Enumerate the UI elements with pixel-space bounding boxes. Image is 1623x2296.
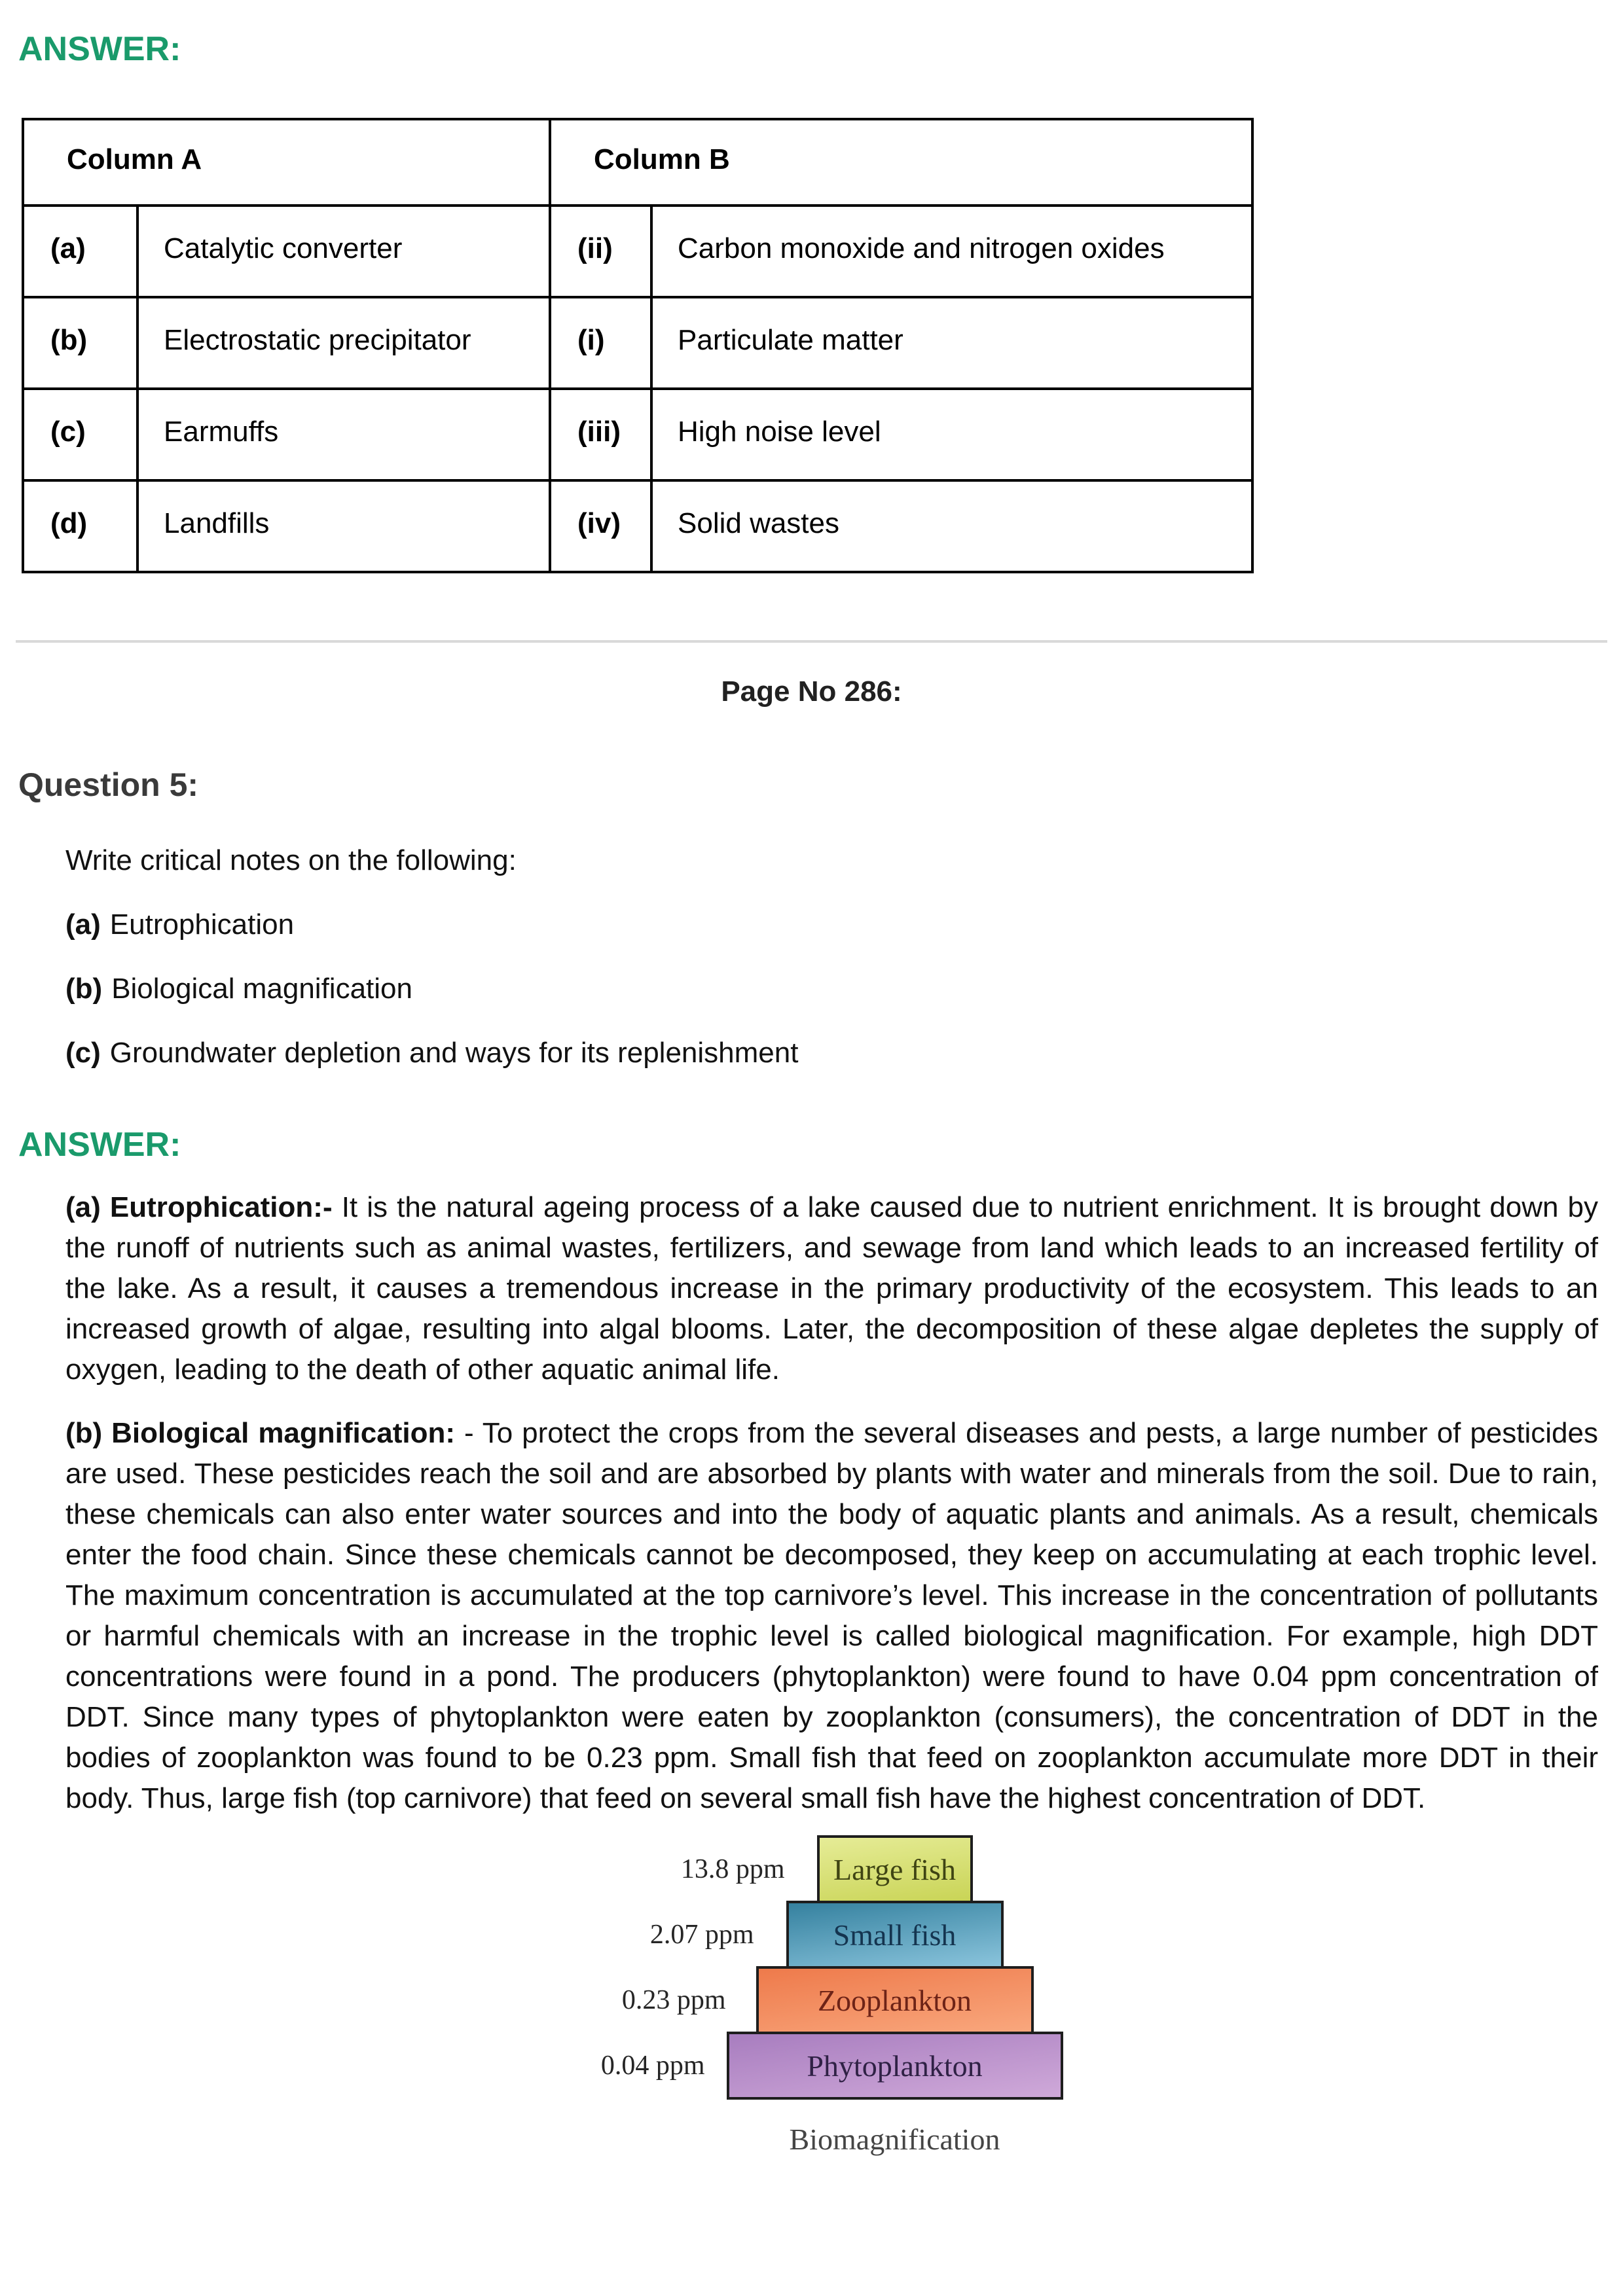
row-b-letter: (b) [23,297,137,389]
row-d-roman: (iv) [550,480,651,572]
row-d-letter: (d) [23,480,137,572]
item-marker: (a) [65,908,101,941]
pyramid-caption: Biomagnification [789,2123,1000,2156]
row-b-roman: (i) [550,297,651,389]
item-marker: (c) [65,1037,101,1069]
question-item-b [65,973,1623,1005]
row-a-device: Catalytic converter [137,206,550,297]
answer-paragraph-eutrophication [65,1187,1598,1390]
row-b-device: Electrostatic precipitator [137,297,550,389]
pyramid-box-small-fish: Small fish [786,1901,1004,1969]
ppm-label: 0.04 ppm [600,2051,705,2081]
table-row [23,389,1252,480]
question-heading: Question 5: [18,766,199,803]
question-intro: Write critical notes on the following: [65,844,517,876]
table-header-column-b: Column B [550,119,1252,206]
table-row [23,480,1252,572]
item-text: Eutrophication [109,908,295,941]
row-a-letter: (a) [23,206,137,297]
row-a-roman: (ii) [550,206,651,297]
pyramid-level-large-fish [680,1835,1063,1903]
row-b-match: Particulate matter [651,297,1252,389]
row-c-roman: (iii) [550,389,651,480]
paragraph-lead: (a) Eutrophication:- [65,1191,333,1223]
row-d-device: Landfills [137,480,550,572]
page-number-heading: Page No 286: [721,675,902,708]
paragraph-lead: (b) Biological magnification: [65,1417,455,1449]
row-c-device: Earmuffs [137,389,550,480]
answer-heading-1: ANSWER: [18,30,181,68]
biomagnification-pyramid [600,1835,1063,2157]
table-header-column-a: Column A [23,119,550,206]
row-d-match: Solid wastes [651,480,1252,572]
item-text: Biological magnification [111,973,412,1005]
row-a-match: Carbon monoxide and nitrogen oxides [651,206,1252,297]
pyramid-box-large-fish: Large fish [817,1835,973,1903]
item-text: Groundwater depletion and ways for its replenishment [109,1037,799,1069]
paragraph-body: It is the natural ageing process of a lake caused due to nutrient enrichment. It is brought down by the runoff of nutrients such as animal wastes, fertilizers, and sewage from land which leads to an increased fertility of the lake. As a result, it causes a tremendous increase in the primary productivity of the ecosystem. This leads to an increased growth of algae, resulting into algal blooms. Later, the decomposition of these algae depletes the supply of oxygen, leading to the death of other aquatic animal life. [65,1191,1599,1386]
pyramid-level-small-fish [649,1901,1063,1969]
table-row [23,206,1252,297]
answer-paragraph-biological-magnification [65,1413,1598,1819]
ppm-label: 0.23 ppm [621,1985,726,2015]
row-c-letter: (c) [23,389,137,480]
table-header-row [23,119,1252,206]
ppm-label: 2.07 ppm [649,1920,754,1950]
table-row [23,297,1252,389]
question-item-a [65,908,1623,941]
pyramid-box-zooplankton: Zooplankton [756,1966,1034,2034]
matching-table [22,118,1254,573]
section-divider [16,640,1607,643]
item-marker: (b) [65,973,103,1005]
question-item-c [65,1037,1623,1069]
pyramid-level-zooplankton [621,1966,1063,2034]
paragraph-body: - To protect the crops from the several diseases and pests, a large number of pesticides are used. These pesticides reach the soil and are absorbed by plants with water and minerals from the soil. Due to rain, these chemicals can also enter water sources and into the body of aquatic plants and animals. As a result, chemicals enter the food chain. Since these chemicals cannot be decomposed, they keep on accumulating at each trophic level. The maximum concentration is accumulated at the top carnivore’s level. This increase in the concentration of pollutants or harmful chemicals with an increase in the trophic level is called biological magnification. For example, high DDT concentrations were found in a pond. The producers (phytoplankton) were found to have 0.04 ppm concentration of DDT. Since many types of phytoplankton were eaten by zooplankton (consumers), the concentration of DDT in the bodies of zooplankton was found to be 0.23 ppm. Small fish that feed on zooplankton accumulate more DDT in their body. Thus, large fish (top carnivore) that feed on several small fish have the highest concentration of DDT. [65,1417,1598,1814]
answer-heading-2: ANSWER: [18,1126,181,1164]
ppm-label: 13.8 ppm [680,1854,785,1884]
row-c-match: High noise level [651,389,1252,480]
pyramid-box-phytoplankton: Phytoplankton [727,2032,1063,2100]
pyramid-level-phytoplankton [600,2032,1063,2100]
